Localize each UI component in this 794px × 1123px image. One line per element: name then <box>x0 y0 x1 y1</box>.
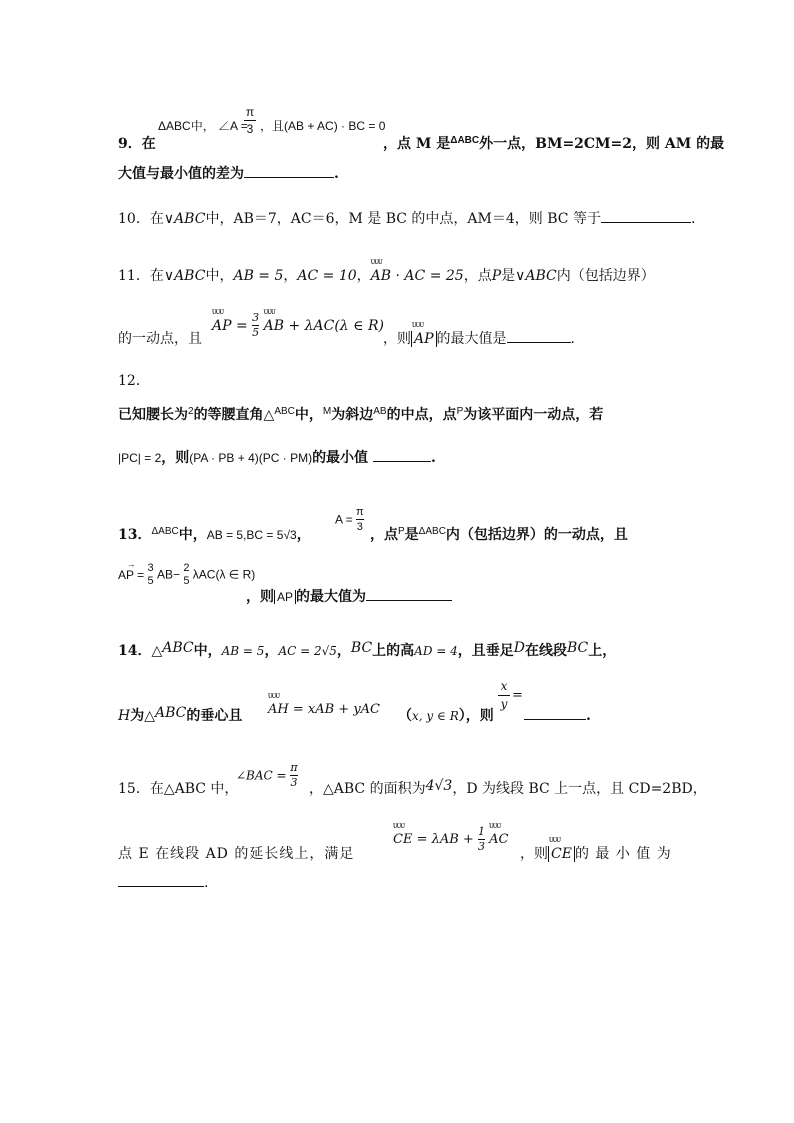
answer-blank[interactable] <box>524 705 586 720</box>
answer-blank[interactable] <box>366 586 452 601</box>
answer-blank[interactable] <box>601 208 691 223</box>
ce-vector-equation: ᴜᴜᴜ CE = λAB + $\frac{1}{3}$ ᴜᴜᴜ AC <box>393 826 508 853</box>
ap-vector-equation: → AP = 3 5 AB− 2 5 λAC(λ ∈ R) <box>118 562 255 587</box>
problem-14: 14．△ABC中，AB = 5，AC = 2√5，BC上的高AD = 4，且垂足D在线段BC上， H为△ABC的垂心且 ᴜᴜᴜ AH = xAB + yAC （x, y ∈ R），则 x y = . <box>0 0 794 19</box>
answer-blank[interactable] <box>507 328 571 343</box>
fraction-x-y: x y <box>498 680 510 711</box>
answer-blank[interactable] <box>373 447 431 462</box>
vector-expression: (PA · PB + 4)(PC · PM) <box>189 451 313 465</box>
problem-9-number: 9．在 <box>118 136 156 152</box>
pi-numerator: π <box>245 105 255 119</box>
triangle-symbol: ∨ABC <box>163 211 206 227</box>
abs-ce: ᴜᴜᴜ CE <box>548 846 575 862</box>
ah-vector-equation: ᴜᴜᴜ AH = xAB + yAC <box>268 702 380 717</box>
abs-ap: ᴜᴜᴜ AP <box>411 331 437 347</box>
condition-expr: ，且(AB + AC) · BC = 0 <box>260 119 386 133</box>
fraction-3-5: $\frac{3}{5}$ <box>252 311 260 339</box>
angle-a: ∠A = <box>218 119 248 133</box>
answer-blank[interactable] <box>118 872 204 887</box>
three-denominator: 3 <box>246 122 254 136</box>
dot-product: ᴜᴜᴜ AB · AC = 25 <box>371 268 464 284</box>
problem-10: 10．在∨ABC中，AB＝7，AC＝6，M 是 BC 的中点，AM＝4，则 BC 等于 . <box>118 208 695 228</box>
triangle-label: ΔABC中， <box>158 119 215 133</box>
pc-norm: |PC| = 2 <box>118 451 162 465</box>
problem-12-number: 12． <box>118 373 150 389</box>
answer-blank[interactable] <box>244 163 334 178</box>
worksheet-page: ΔABC中， ∠A = π 3 ，且(AB + AC) · BC = 0 9．在 ，点 M 是$^{\Delta ABC}$外一点，BM=2CM=2，则 AM 的最 大值与最小值的差为 . 10．在∨ABC中，AB＝7，AC＝6，M 是 BC 的中点，AM＝4，则 BC 等于 . 11．在∨ABC中，AB = 5，AC = 10，ᴜᴜᴜ AB · AC = 25，点P是∨ABC内（包括边界） 的一动点，且 ᴜᴜᴜ AP = $\frac{3}{5}$ ᴜᴜᴜ AB + λAC(λ ∈ R) ，则ᴜᴜᴜ AP 的最大值是 . 12． 已知腰长为$^2$的等腰直角△$^{ABC}$中，$^M$为斜边$^{AB}$的中点，点$^P$为该平面内一动点，若 |PC| = 2，则(PA · PB + 4)(PC · PM)的最小值 . A = $\frac{\pi}{3}$ 13．$^{\Delta ABC}$中，AB = 5,BC = 5√3， ，点$^P$是$^{\Delta ABC}$内（包括边界）的一动点，且 → AP = 3 5 AB− 2 5 λAC(λ ∈ R) ，则 AP 的最大值为 14．△ABC中，AB = 5，AC = 2√5，BC上的高AD = 4，且垂足D在线段BC上， H为△ABC的垂心且 ᴜᴜᴜ AH = xAB + yAC （x, y ∈ R），则 x y = . ∠BAC = $\frac{\pi}{3}$ 15．在△ABC 中， ，△ABC 的面积为4√3，D 为线段 BC 上一点，且 CD=2BD， ᴜᴜᴜ CE = λAB + $\frac{1}{3}$ ᴜᴜᴜ AC 点 E 在线段 AD 的延长线上，满足 ，则ᴜᴜᴜ CE 的 最 小 值 为 . <box>0 0 794 1123</box>
